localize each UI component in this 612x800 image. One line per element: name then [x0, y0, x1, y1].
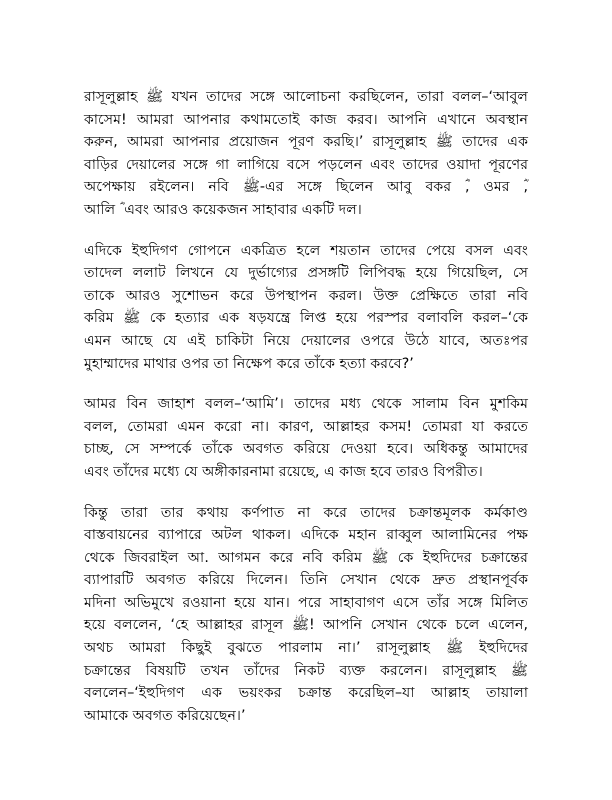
text-line: রাসূলুল্লাহ ﷺ যখন তাদের সঙ্গে আলোচনা করছিলেন, তারা বলল–‘আবুল: [84, 89, 529, 105]
text-line: করিম ﷺ কে হত্যার এক ষড়যন্ত্রে লিপ্ত হয়ে পরস্পর বলাবলি করল–‘কে: [84, 310, 528, 327]
text-line: আমর বিন জাহাশ বলল–‘আমি’। তাদের মধ্য থেকে সালাম বিন মুশকিম: [84, 396, 528, 413]
text-line: তাদেল ললাট লিখনে যে দুর্ভাগ্যের প্রসঙ্গটি লিপিবদ্ধ হয়ে গিয়েছিল, সে: [84, 265, 528, 282]
text-line: এবং তাঁদের মধ্যে যে অঙ্গীকারনামা রয়েছে, এ কাজ হবে তারও বিপরীত।: [84, 463, 483, 480]
document-page: [84, 86, 528, 727]
text-line: থেকে জিবরাইল আ. আগমন করে নবি করিম ﷺ কে ইহুদিদের চক্রান্তের: [84, 549, 528, 566]
paragraph-2: [84, 240, 528, 376]
text-line: চাচ্ছ, সে সম্পর্কে তাঁকে অবগত করিয়ে দেওয়া হবে। অধিকন্তু আমাদের: [84, 441, 528, 458]
text-line: এদিকে ইহুদিগণ গোপনে একত্রিত হলে শয়তান তাদের পেয়ে বসল এবং: [84, 242, 528, 259]
text-line: অথচ আমরা কিছুই বুঝতে পারলাম না।’ রাসূলুল্লাহ ﷺ ইহুদিদের: [84, 640, 528, 657]
text-line: কাসেম! আমরা আপনার কথামতোই কাজ করব। আপনি এখানে অবস্থান: [84, 111, 528, 128]
text-line: হয়ে বললেন, ‘হে আল্লাহর রাসূল ﷺ! আপনি সেখান থেকে চলে এলেন,: [84, 617, 528, 634]
paragraph-1: [84, 86, 528, 222]
text-line: করুন, আমরা আপনার প্রয়োজন পূরণ করছি।’ রাসূলুল্লাহ ﷺ তাদের এক: [84, 134, 528, 151]
text-line: বাস্তবায়নের ব্যাপারে অটল থাকল। এদিকে মহান রাব্বুল আলামিনের পক্ষ: [84, 527, 528, 544]
paragraph-3: [84, 393, 528, 483]
paragraph-4: [84, 502, 528, 728]
text-line: অপেক্ষায় রইলেন। নবি ﷺ-এর সঙ্গে ছিলেন আবু বকর ؓ, ওমর ؓ,: [84, 179, 528, 196]
text-line: আমাকে অবগত করিয়েছেন।’: [84, 707, 246, 724]
text-line: মুহাম্মাদের মাথার ওপর তা নিক্ষেপ করে তাঁকে হত্যা করবে?’: [84, 355, 414, 372]
text-line: এমন আছে যে এই চাকিটা নিয়ে দেয়ালের ওপরে উঠে যাবে, অতঃপর: [84, 332, 528, 349]
text-line: কিন্তু তারা তার কথায় কর্ণপাত না করে তাদের চক্রান্তমূলক কর্মকাণ্ড: [84, 504, 528, 521]
text-line: বাড়ির দেয়ালের সঙ্গে গা লাগিয়ে বসে পড়লেন এবং তাদের ওয়াদা পূরণের: [84, 156, 528, 173]
text-line: তাকে আরও সুশোভন করে উপস্থাপন করল। উক্ত প্রেক্ষিতে তারা নবি: [84, 287, 528, 304]
text-line: বলল, তোমরা এমন করো না। কারণ, আল্লাহর কসম! তোমরা যা করতে: [84, 418, 528, 435]
text-line: বললেন–‘ইহুদিগণ এক ভয়ংকর চক্রান্ত করেছিল–যা আল্লাহ তায়ালা: [84, 685, 528, 702]
text-line: ব্যাপারটি অবগত করিয়ে দিলেন। তিনি সেখান থেকে দ্রুত প্রস্থানপূর্বক: [84, 572, 528, 589]
text-line: আলি ؓ এবং আরও কয়েকজন সাহাবার একটি দল।: [84, 201, 362, 218]
text-line: মদিনা অভিমুখে রওয়ানা হয়ে যান। পরে সাহাবাগণ এসে তাঁর সঙ্গে মিলিত: [84, 594, 528, 611]
text-line: চক্রান্তের বিষয়টি তখন তাঁদের নিকট ব্যক্ত করলেন। রাসূলুল্লাহ ﷺ: [84, 662, 528, 679]
